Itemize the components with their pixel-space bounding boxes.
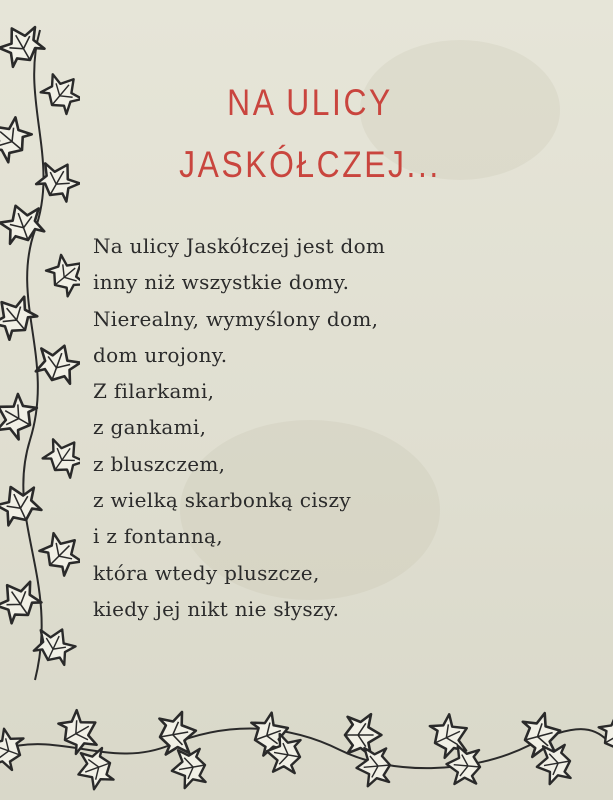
poem-line: która wtedy pluszcze,	[93, 560, 320, 585]
poem-title-line-2: JASKÓŁCZEJ...	[179, 144, 441, 185]
poem-line: Na ulicy Jaskółczej jest dom	[93, 234, 386, 258]
poem-line: dom urojony.	[93, 342, 228, 367]
poem-line: z wielką skarbonką ciszy	[93, 488, 351, 513]
poem-title-line-1: NA ULICY	[227, 82, 393, 123]
poem-line: Z filarkami,	[93, 379, 215, 404]
ivy-leaf-icon	[0, 20, 48, 70]
ivy-border-left	[0, 20, 80, 700]
poem-text	[93, 228, 385, 627]
poem-line: i z fontanną,	[93, 524, 223, 549]
poem-line: z bluszczem,	[93, 451, 226, 476]
poem-line: kiedy jej nikt nie słyszy.	[93, 596, 340, 621]
ivy-leaf-icon	[33, 155, 80, 205]
ivy-leaf-icon	[595, 710, 613, 760]
ivy-border-bottom	[0, 695, 613, 795]
ivy-leaf-icon	[0, 111, 35, 166]
poem-line: inny niż wszystkie domy.	[93, 270, 350, 295]
poem-line: z gankami,	[93, 415, 207, 440]
ivy-leaf-icon	[0, 289, 41, 344]
ivy-leaf-icon	[43, 249, 80, 300]
ivy-leaf-icon	[32, 339, 80, 387]
ivy-leaf-icon	[0, 389, 40, 443]
poem-line: Nierealny, wymyślony dom,	[93, 306, 379, 331]
